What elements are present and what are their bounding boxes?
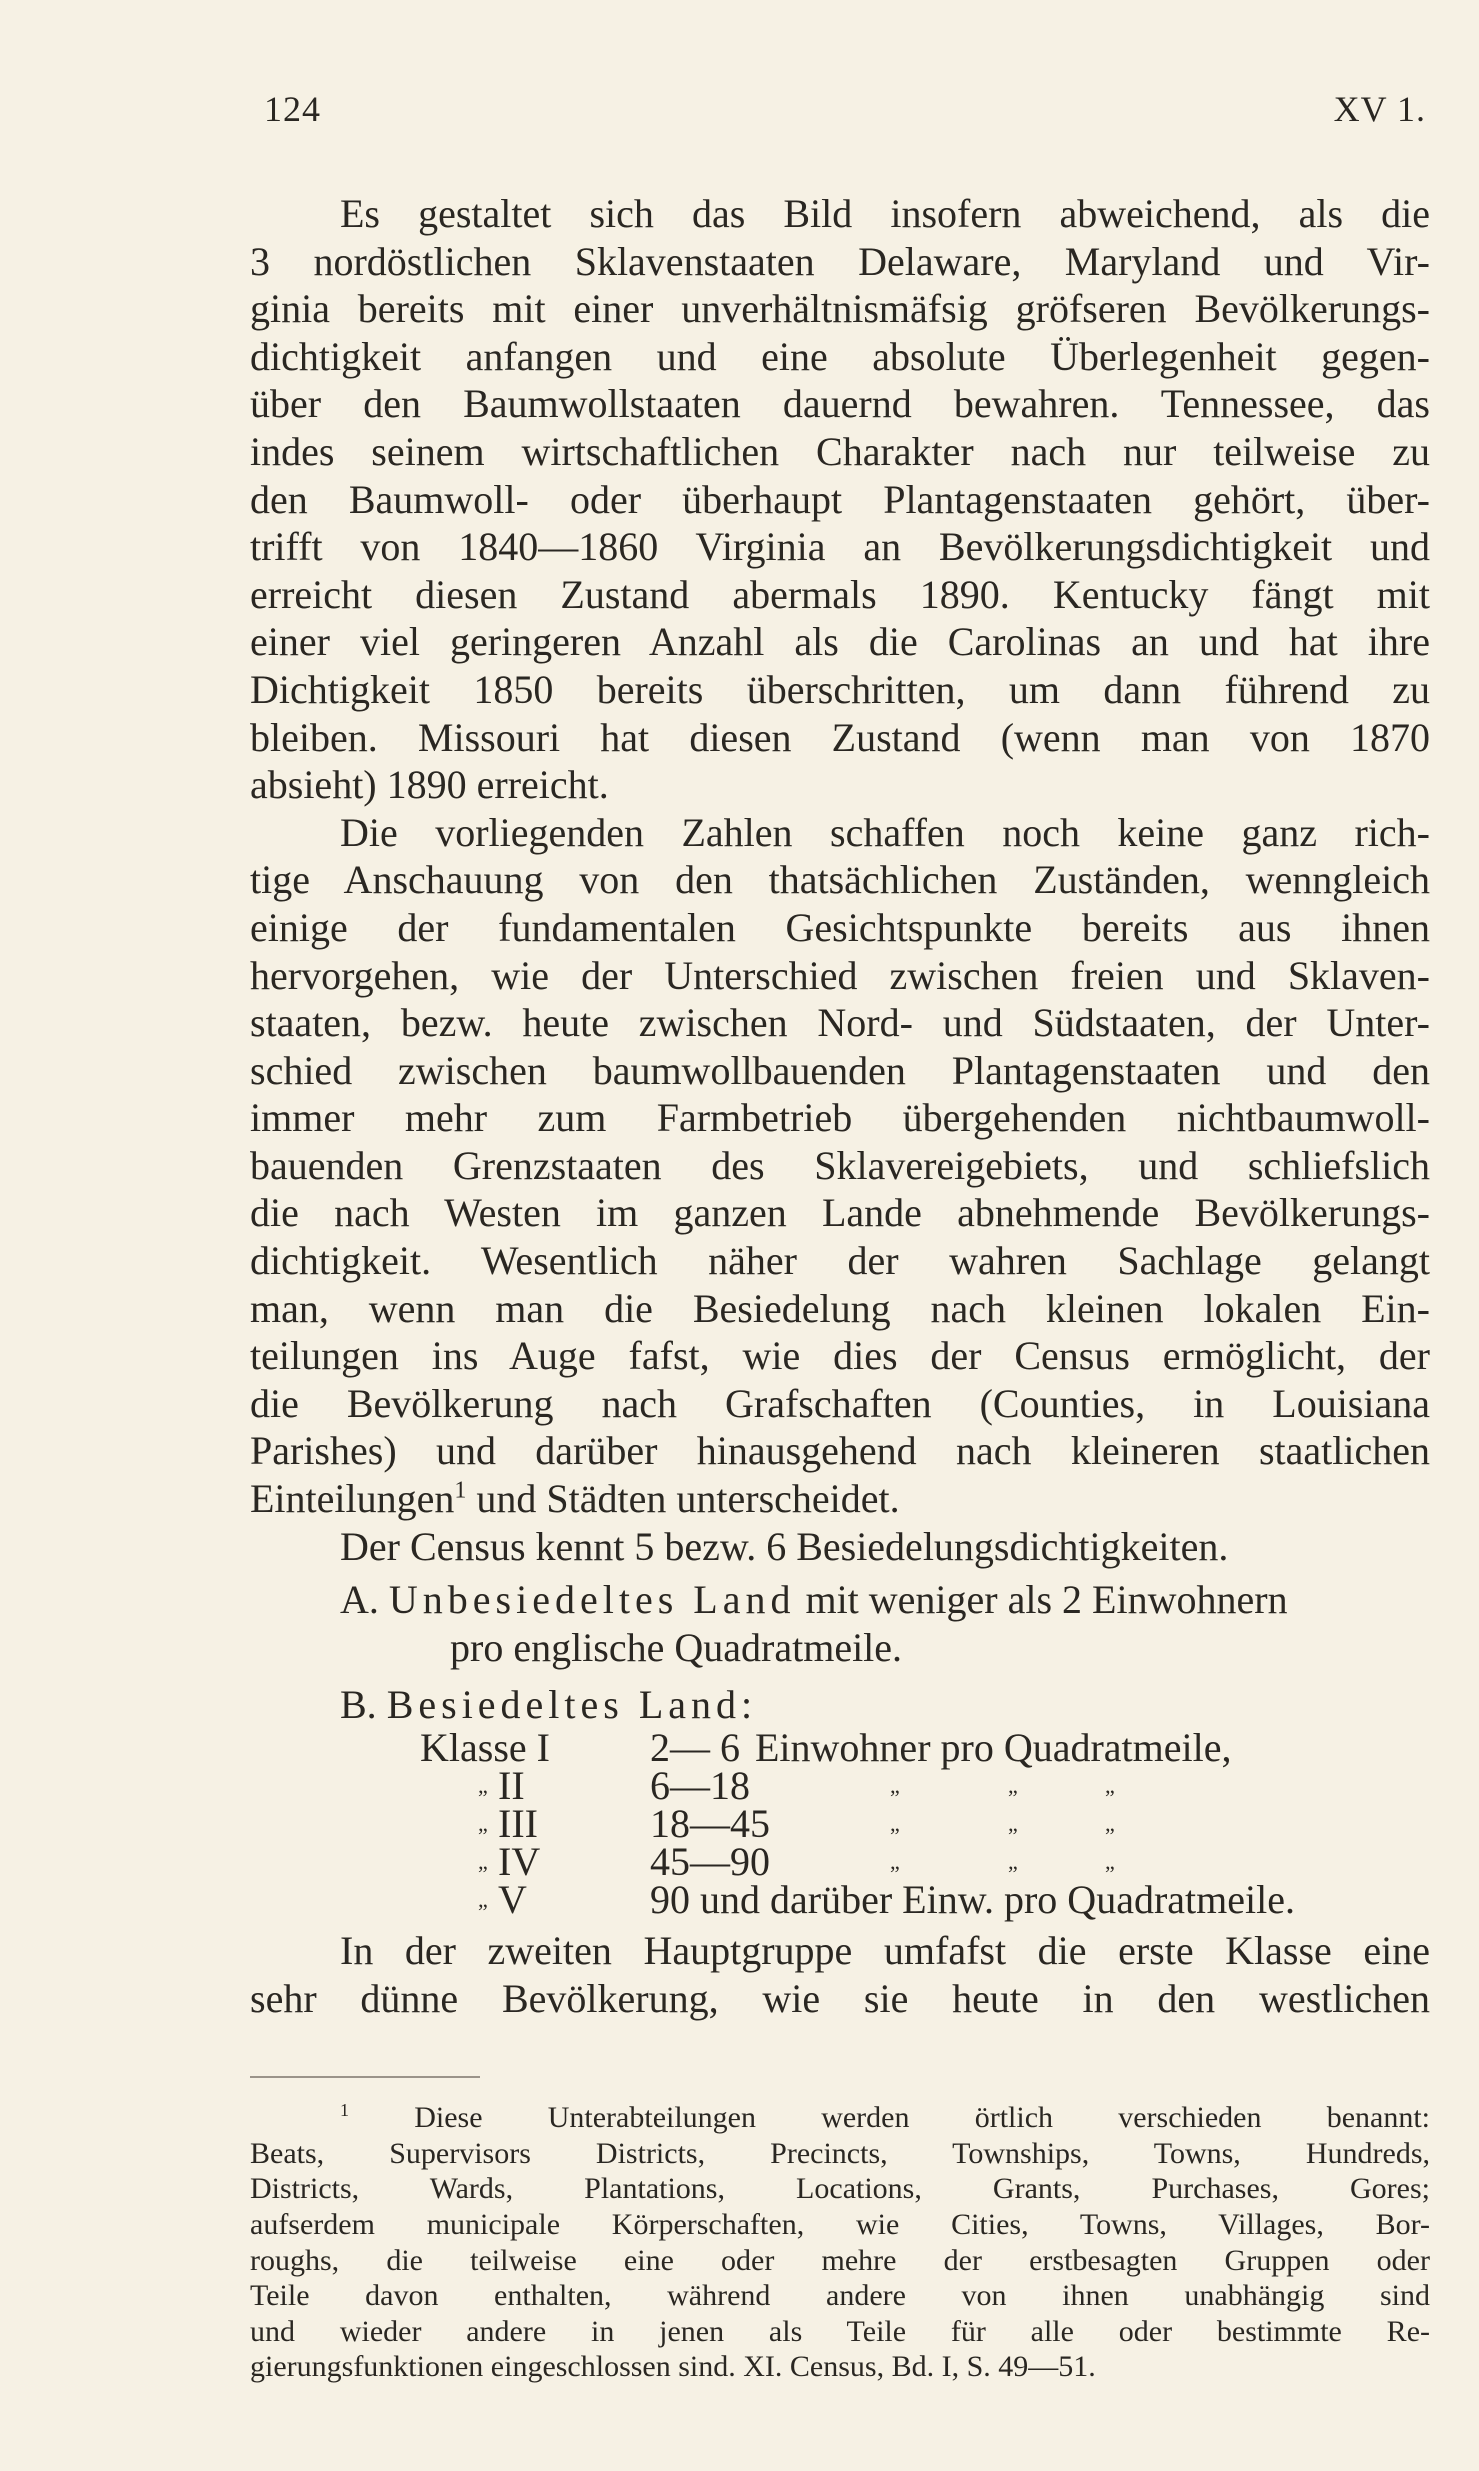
text-line: indes seinem wirtschaftlichen Charakter nach nur teilweise zu	[250, 428, 1430, 474]
class-range: 2— 6	[650, 1725, 740, 1770]
book-page	[250, 88, 1430, 2385]
class-label: II	[498, 1763, 525, 1808]
class-label: III	[498, 1801, 538, 1846]
class-description: und darüber Einw. pro Quadratmeile.	[700, 1877, 1295, 1922]
text-line: Es gestaltet sich das Bild insofern abweichend, als die	[340, 191, 1430, 236]
density-classes-table	[250, 1725, 1430, 1922]
ditto-mark: „	[1008, 1773, 1018, 1798]
text-line: 3 nordöstlichen Sklavenstaaten Delaware, Maryland und Vir-	[250, 238, 1430, 284]
ditto-mark: „	[478, 1887, 488, 1912]
text-line: Die vorliegenden Zahlen schaffen noch keine ganz rich-	[340, 809, 1430, 855]
class-range: 90	[650, 1877, 690, 1922]
text-line: In der zweiten Hauptgruppe umfafst die erste Klasse eine	[340, 1928, 1430, 1973]
ditto-mark: „	[1105, 1773, 1115, 1798]
ditto-mark: „	[1105, 1811, 1115, 1836]
ditto-mark: „	[890, 1849, 900, 1874]
footnote-line: aufserdem municipale Körperschaften, wie Cities, Towns, Villages, Bor-	[250, 2207, 1430, 2241]
item-a-rest: mit weniger als 2 Einwohnern	[795, 1577, 1288, 1623]
text-line: erreicht diesen Zustand abermals 1890. Kentucky fängt mit	[250, 571, 1430, 617]
class-row	[250, 1801, 1430, 1846]
class-row	[250, 1839, 1430, 1884]
ditto-mark: „	[890, 1773, 900, 1798]
footnote-text: Diese Unterabteilungen werden örtlich verschieden benannt:	[414, 2101, 1430, 2135]
class-row	[250, 1877, 1430, 1922]
text-line: ginia bereits mit einer unverhältnismäfsig gröfseren Bevölkerungs-	[250, 286, 1430, 332]
item-b	[250, 1681, 1430, 1729]
item-a-letter: A.	[340, 1577, 379, 1623]
class-description: Einwohner pro Quadratmeile,	[755, 1725, 1232, 1770]
footnote-line: Beats, Supervisors Districts, Precincts, Townships, Towns, Hundreds,	[250, 2136, 1430, 2170]
class-label: Klasse I	[420, 1725, 550, 1770]
text-line: Dichtigkeit 1850 bereits überschritten, um dann führend zu	[250, 666, 1430, 712]
class-label: IV	[498, 1839, 541, 1884]
footnote-reference[interactable]: 1	[454, 1477, 467, 1504]
paragraph-1	[250, 190, 1430, 809]
footnote-line	[250, 2100, 1430, 2136]
text-line: absieht) 1890 erreicht.	[250, 762, 609, 808]
item-a-line-1	[250, 1576, 1430, 1624]
text-line: schied zwischen baumwollbauenden Plantagenstaaten und den	[250, 1047, 1430, 1093]
item-a-line-2: pro englische Quadratmeile.	[450, 1624, 903, 1670]
item-b-line	[250, 1681, 1430, 1729]
text-line: Parishes) und darüber hinausgehend nach kleineren staatlichen	[250, 1428, 1430, 1474]
ditto-mark: „	[478, 1773, 488, 1798]
text-line: dichtigkeit anfangen und eine absolute Überlegenheit gegen-	[250, 333, 1430, 379]
text-line-with-footnote	[250, 1475, 1430, 1523]
text-line: über den Baumwollstaaten dauernd bewahren. Tennessee, das	[250, 381, 1430, 427]
class-row	[250, 1725, 1430, 1770]
text-line: trifft von 1840—1860 Virginia an Bevölkerungsdichtigkeit und	[250, 524, 1430, 570]
ditto-mark: „	[890, 1811, 900, 1836]
text-line: tige Anschauung von den thatsächlichen Zuständen, wenngleich	[250, 857, 1430, 903]
text-line: die nach Westen im ganzen Lande abnehmende Bevölkerungs-	[250, 1190, 1430, 1236]
class-range: 6—18	[650, 1763, 750, 1808]
ditto-mark: „	[1008, 1811, 1018, 1836]
ditto-mark: „	[478, 1849, 488, 1874]
ditto-mark: „	[1008, 1849, 1018, 1874]
text-line: einige der fundamentalen Gesichtspunkte bereits aus ihnen	[250, 904, 1430, 950]
text-line: man, wenn man die Besiedelung nach kleinen lokalen Ein-	[250, 1285, 1430, 1331]
footnote-line: und wieder andere in jenen als Teile für alle oder bestimmte Re-	[250, 2314, 1430, 2348]
text-line: dichtigkeit. Wesentlich näher der wahren Sachlage gelangt	[250, 1238, 1430, 1284]
text-line: sehr dünne Bevölkerung, wie sie heute in den westlichen	[250, 1975, 1430, 2021]
footnote	[250, 2100, 1430, 2385]
item-b-letter: B.	[340, 1682, 377, 1728]
text-line: bleiben. Missouri hat diesen Zustand (wenn man von 1870	[250, 714, 1430, 760]
paragraph-3	[250, 1927, 1430, 2022]
text-line: bauenden Grenzstaaten des Sklavereigebiets, und schliefslich	[250, 1142, 1430, 1188]
ditto-mark: „	[478, 1811, 488, 1836]
item-a-title: Unbesiedeltes Land	[388, 1577, 796, 1623]
class-label: V	[498, 1877, 527, 1922]
item-a	[250, 1576, 1430, 1671]
main-text	[250, 190, 1430, 2022]
footnote-line: Teile davon enthalten, während andere von ihnen unabhängig sind	[250, 2279, 1430, 2313]
footnote-line: roughs, die teilweise eine oder mehre der erstbesagten Gruppen oder	[250, 2243, 1430, 2277]
ditto-mark: „	[1105, 1849, 1115, 1874]
text-line: teilungen ins Auge fafst, wie dies der Census ermöglicht, der	[250, 1333, 1430, 1379]
text-line: staaten, bezw. heute zwischen Nord- und Südstaaten, der Unter-	[250, 1000, 1430, 1046]
signature-mark: XV 1.	[1333, 89, 1426, 129]
footnote-line: gierungsfunktionen eingeschlossen sind. XI. Census, Bd. I, S. 49—51.	[250, 2350, 1096, 2384]
footnote-mark: 1	[340, 2100, 349, 2121]
text-fragment: und Städten unterscheidet.	[466, 1476, 900, 1522]
paragraph-2	[250, 809, 1430, 1523]
text-line: einer viel geringeren Anzahl als die Carolinas an und hat ihre	[250, 619, 1430, 665]
class-range: 45—90	[650, 1839, 770, 1884]
text-line: die Bevölkerung nach Grafschaften (Counties, in Louisiana	[250, 1380, 1430, 1426]
class-range: 18—45	[650, 1801, 770, 1846]
text-line: hervorgehen, wie der Unterschied zwischen freien und Sklaven-	[250, 952, 1430, 998]
running-header	[250, 88, 1430, 148]
item-b-title: Besiedeltes Land:	[386, 1682, 758, 1728]
census-line: Der Census kennt 5 bezw. 6 Besiedelungsdichtigkeiten.	[340, 1523, 1229, 1569]
text-fragment: Einteilungen	[250, 1476, 455, 1522]
text-line: immer mehr zum Farmbetrieb übergehenden nichtbaumwoll-	[250, 1095, 1430, 1141]
class-row	[250, 1763, 1430, 1808]
text-line: den Baumwoll- oder überhaupt Plantagenstaaten gehört, über-	[250, 476, 1430, 522]
page-number: 124	[264, 89, 321, 129]
footnote-rule	[250, 2076, 480, 2078]
footnote-line: Districts, Wards, Plantations, Locations, Grants, Purchases, Gores;	[250, 2172, 1430, 2206]
